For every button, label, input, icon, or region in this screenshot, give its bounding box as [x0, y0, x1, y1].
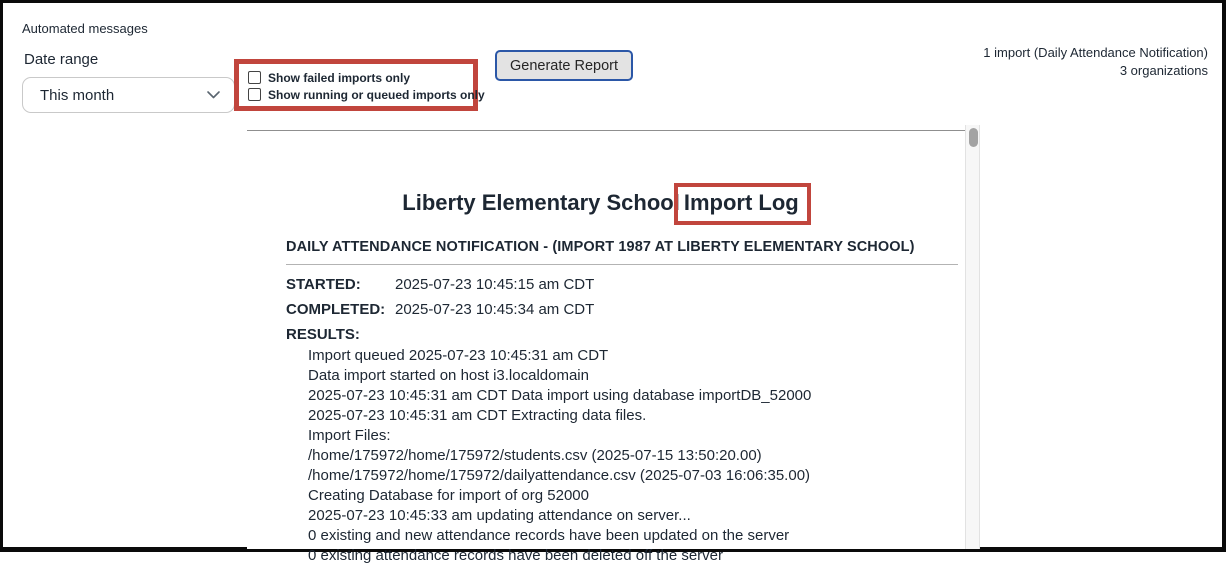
started-value: 2025-07-23 10:45:15 am CDT	[395, 276, 595, 293]
date-range-selected-value: This month	[40, 86, 115, 104]
show-running-queued-checkbox[interactable]	[248, 88, 261, 101]
summary-organizations: 3 organizations	[1119, 63, 1208, 78]
log-line: 0 existing and new attendance records have been updated on the server	[308, 527, 790, 544]
results-label: RESULTS:	[286, 326, 360, 343]
log-line: 2025-07-23 10:45:31 am CDT Data import using database importDB_52000	[308, 387, 812, 404]
checkbox-row-running-queued	[248, 87, 485, 102]
log-line: Creating Database for import of org 52000	[308, 487, 589, 504]
log-scrollbar-thumb[interactable]	[969, 128, 978, 147]
log-line: 0 existing attendance records have been deleted off the server	[308, 547, 723, 564]
log-line: Data import started on host i3.localdomain	[308, 367, 589, 384]
completed-value: 2025-07-23 10:45:34 am CDT	[395, 301, 595, 318]
checkbox-row-failed-imports	[248, 71, 465, 85]
import-log-body	[286, 272, 966, 566]
page-title: Automated messages	[22, 21, 148, 36]
log-line: /home/175972/home/175972/dailyattendance.csv (2025-07-03 16:06:35.00)	[308, 467, 811, 484]
log-line: Import queued 2025-07-23 10:45:31 am CDT	[308, 347, 609, 364]
import-log-title	[247, 183, 966, 225]
show-failed-imports-checkbox[interactable]	[248, 71, 261, 84]
completed-row	[286, 297, 966, 322]
import-log-subtitle-wrap	[286, 239, 958, 265]
log-line: 2025-07-23 10:45:33 am updating attendance on server...	[308, 507, 691, 524]
highlight-box-filters	[234, 59, 485, 111]
completed-label: COMPLETED:	[286, 301, 386, 318]
summary-imports: 1 import (Daily Attendance Notification)	[983, 45, 1208, 60]
log-line: 2025-07-23 10:45:31 am CDT Extracting data files.	[308, 407, 647, 424]
import-log-panel	[247, 130, 966, 564]
log-line: /home/175972/home/175972/students.csv (2025-07-15 13:50:20.00)	[308, 447, 762, 464]
import-log-title-school: Liberty Elementary School	[402, 190, 680, 215]
log-line: Import Files:	[308, 427, 391, 444]
log-scrollbar[interactable]	[965, 125, 980, 549]
import-log-subtitle: DAILY ATTENDANCE NOTIFICATION - (IMPORT 1987 AT LIBERTY ELEMENTARY SCHOOL)	[286, 239, 915, 255]
date-range-label: Date range	[24, 51, 99, 68]
report-summary	[983, 44, 1208, 80]
started-row	[286, 272, 966, 297]
generate-report-button[interactable]: Generate Report	[495, 50, 633, 81]
highlight-box-import-log: Import Log	[674, 183, 811, 225]
started-label: STARTED:	[286, 276, 361, 293]
date-range-select[interactable]	[22, 77, 235, 113]
show-running-queued-label: Show running or queued imports only	[268, 87, 485, 102]
show-failed-imports-label: Show failed imports only	[268, 70, 411, 85]
chevron-down-icon	[207, 91, 220, 99]
